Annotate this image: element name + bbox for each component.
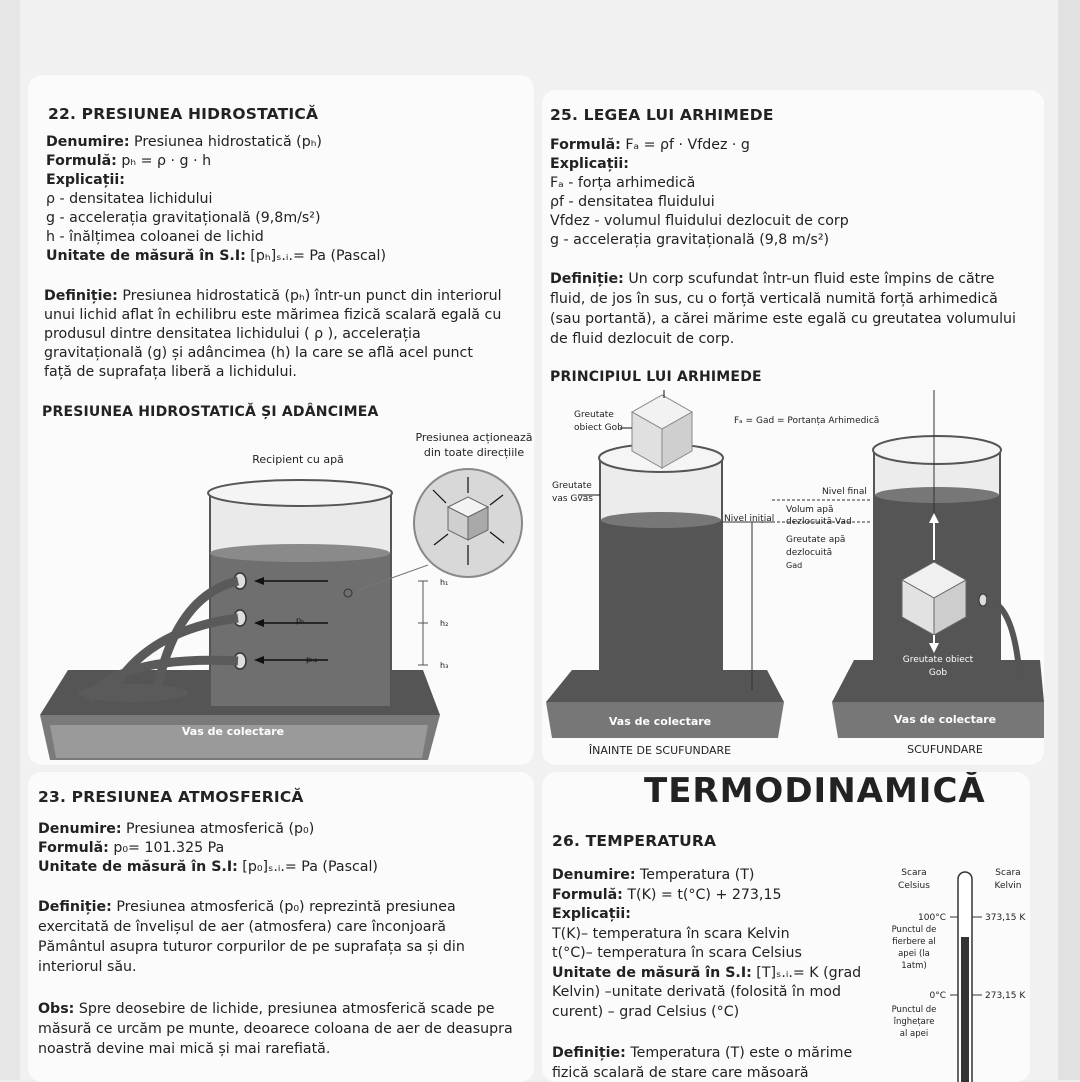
after-caption: SCUFUNDARE <box>907 743 983 756</box>
paragraph-line <box>38 958 137 977</box>
section-title: 26. TEMPERATURA <box>552 832 717 850</box>
info-line-label: Denumire: <box>552 867 636 883</box>
archimedes-figure <box>542 90 1044 765</box>
info-line-text: Fₐ - forța arhimedică <box>550 175 696 191</box>
figure-title: PRINCIPIUL LUI ARHIMEDE <box>550 369 762 385</box>
object-weight-line2: Gob <box>928 668 948 678</box>
info-line-text: Kelvin) –unitate derivată (folosită în mod <box>552 984 841 1000</box>
info-line <box>38 820 314 839</box>
paragraph-label: Definiție: <box>550 271 624 287</box>
paragraph-text: gravitațională (g) și adâncimea (h) la care se află acel punct <box>44 345 473 361</box>
initial-level-label: Nivel inițial <box>724 514 775 524</box>
info-line-text: Presiunea hidrostatică (pₕ) <box>129 134 322 150</box>
paragraph-line <box>38 1000 495 1019</box>
celsius-label-line2: Celsius <box>898 881 930 891</box>
info-line <box>552 983 841 1002</box>
panel-presiunea-hidrostatica <box>28 75 534 765</box>
info-line-label: Formulă: <box>550 137 621 153</box>
info-line-label: Unitate de măsură în S.I: <box>38 859 238 875</box>
paragraph-text: față de suprafața liberă a lichidului. <box>44 364 297 380</box>
info-line-text: ρ - densitatea lichidului <box>46 191 213 207</box>
info-line-text: Vfdez - volumul fluidului dezlocuit de corp <box>550 213 849 229</box>
info-line-label: Explicații: <box>46 172 125 188</box>
thermometer-figure <box>870 772 1030 1082</box>
h3-label: h₃ <box>440 661 449 670</box>
paragraph-text: unui lichid aflat în echilibru este mărimea fizică scalară egală cu <box>44 307 502 323</box>
displaced-weight-line1: Greutate apă <box>786 535 846 545</box>
left-page-edge <box>0 0 20 1080</box>
paragraph-text: Presiunea hidrostatică (pₕ) într-un punct din interiorul <box>117 288 502 304</box>
p1-label: pₕ <box>296 616 305 625</box>
panel-legea-lui-arhimede <box>542 90 1044 765</box>
paragraph-line <box>38 918 446 937</box>
paragraph-text: Pământul asupra tuturor corpurilor de pe suprafața sa și din <box>38 939 465 955</box>
info-line-text: [pₕ]ₛ.ᵢ.= Pa (Pascal) <box>245 248 386 264</box>
paragraph-text: interiorul său. <box>38 959 137 975</box>
paragraph-line <box>38 1020 513 1039</box>
info-line <box>552 886 782 905</box>
freeze-line3: al apei <box>899 1029 929 1039</box>
info-line <box>552 905 631 924</box>
p2-label: pₕ₂ <box>306 655 318 664</box>
paragraph-text: (sau portantă), a cărei mărime este egală cu greutatea volumului <box>550 311 1016 327</box>
section-title: 25. LEGEA LUI ARHIMEDE <box>550 106 774 124</box>
info-line-label: Denumire: <box>46 134 130 150</box>
paragraph-text: exercitată de învelișul de aer (atmosfera) care înconjoară <box>38 919 446 935</box>
panel-temperatura <box>542 772 1030 1082</box>
info-line-label: Formulă: <box>552 886 623 903</box>
k373-label: 373,15 K <box>985 913 1026 923</box>
info-line-text: pₕ = ρ · g · h <box>116 153 212 169</box>
info-line-text: ρf - densitatea fluidului <box>550 194 715 210</box>
paragraph-line <box>552 1064 809 1082</box>
figure-title: PRESIUNEA HIDROSTATICĂ ȘI ADÂNCIMEA <box>42 404 379 420</box>
info-line-text: g - accelerația gravitațională (9,8m/s²) <box>46 210 321 226</box>
info-line-text: curent) – grad Celsius (°C) <box>552 1003 740 1020</box>
paragraph-text: fluid, de jos în sus, cu o forță verticală numită forță arhimedică <box>550 291 998 307</box>
info-line-text: Temperatura (T) <box>635 867 755 883</box>
info-line <box>552 944 802 963</box>
hydrostatic-figure <box>28 75 534 765</box>
kelvin-label-line2: Kelvin <box>994 881 1022 891</box>
boil-line3: apei (la <box>898 949 930 959</box>
paragraph-label: Definiție: <box>38 899 112 915</box>
paragraph-label: Definiție: <box>44 288 118 304</box>
info-line <box>552 964 861 983</box>
info-line-label: Unitate de măsură în S.I: <box>552 964 752 981</box>
boil-line2: fierbere al <box>892 937 936 947</box>
section-title: 22. PRESIUNEA HIDROSTATICĂ <box>48 105 319 123</box>
paragraph-label: Obs: <box>38 1001 75 1017</box>
h2-label: h₂ <box>440 619 449 628</box>
info-line-text: T(K)– temperatura în scara Kelvin <box>552 925 790 942</box>
object-weight-line1: Greutate obiect <box>902 655 974 665</box>
info-line-label: Formulă: <box>38 840 109 856</box>
info-line <box>38 858 378 877</box>
paragraph-line <box>38 898 456 917</box>
info-line-text: [p₀]ₛ.ᵢ.= Pa (Pascal) <box>237 859 378 875</box>
paragraph-text: Presiunea atmosferică (p₀) reprezintă presiunea <box>111 899 456 915</box>
weight-vessel-line2: vas Gvas <box>552 494 593 504</box>
info-line-label: Denumire: <box>38 821 122 837</box>
h1-label: h₁ <box>440 578 449 587</box>
c0-label: 0°C <box>929 991 946 1001</box>
k273-label: 273,15 K <box>985 991 1026 1001</box>
paragraph-text: Un corp scufundat într-un fluid este împins de către <box>623 271 995 287</box>
weight-object-line2: obiect Gob <box>574 423 623 433</box>
info-line-label: Explicații: <box>552 906 631 922</box>
info-line-label: Unitate de măsură în S.I: <box>46 248 246 264</box>
info-line-text: T(K) = t(°C) + 273,15 <box>622 886 782 903</box>
paragraph-text: noastră devine mai mică și mai rarefiată. <box>38 1041 331 1057</box>
paragraph-text: fizică scalară de stare care măsoară <box>552 1065 809 1081</box>
info-line <box>552 925 790 944</box>
chapter-title: TERMODINAMICĂ <box>644 772 986 811</box>
paragraph-text: Spre deosebire de lichide, presiunea atmosferică scade pe <box>74 1001 495 1017</box>
paragraph-text: măsură ce urcăm pe munte, deoarece coloana de aer de deasupra <box>38 1021 513 1037</box>
info-line-text: Presiunea atmosferică (p₀) <box>121 821 315 837</box>
final-level-label: Nivel final <box>822 487 867 497</box>
section-title: 23. PRESIUNEA ATMOSFERICĂ <box>38 788 304 806</box>
weight-vessel-line1: Greutate <box>552 481 592 491</box>
boil-line1: Punctul de <box>891 925 937 935</box>
paragraph-line <box>38 938 465 957</box>
info-line <box>552 866 754 885</box>
recipient-label: Recipient cu apă <box>252 453 344 466</box>
displaced-weight-line2: dezlocuită <box>786 548 833 558</box>
paragraph-label: Definiție: <box>552 1045 626 1061</box>
paragraph-line <box>552 1044 852 1063</box>
info-line-text: t(°C)– temperatura în scara Celsius <box>552 945 802 961</box>
info-line-text: g - accelerația gravitațională (9,8 m/s²) <box>550 232 830 248</box>
collector-label-before: Vas de colectare <box>608 715 712 728</box>
right-page-edge <box>1058 0 1080 1080</box>
freeze-line1: Punctul de <box>891 1005 937 1015</box>
info-line-text: p₀= 101.325 Pa <box>108 840 225 856</box>
displaced-volume-line1: Volum apă <box>786 505 834 515</box>
paragraph-text: de fluid dezlocuit de corp. <box>550 331 735 347</box>
collector-label-after: Vas de colectare <box>893 713 997 726</box>
kelvin-label-line1: Scara <box>995 868 1021 878</box>
displaced-volume-line2: dezlocuită Vad <box>786 517 852 527</box>
panel-presiunea-atmosferica <box>28 772 534 1082</box>
paragraph-text: Temperatura (T) este o mărime <box>625 1045 853 1061</box>
info-line <box>38 839 224 858</box>
info-line-text: [T]ₛ.ᵢ.= K (grad <box>751 964 862 981</box>
paragraph-line <box>38 1040 330 1059</box>
celsius-label-line1: Scara <box>901 868 927 878</box>
boil-line4: 1atm) <box>901 961 927 971</box>
before-caption: ÎNAINTE DE SCUFUNDARE <box>588 744 732 757</box>
info-line-label: Formulă: <box>46 153 117 169</box>
pressure-note-line1: Presiunea acționează <box>415 431 533 444</box>
info-line <box>552 1003 739 1022</box>
pressure-note-line2: din toate direcțiile <box>423 446 525 459</box>
weight-object-line1: Greutate <box>574 410 614 420</box>
c100-label: 100°C <box>918 913 946 923</box>
displaced-weight-line3: Gad <box>786 561 803 570</box>
collector-label: Vas de colectare <box>181 725 285 738</box>
info-line-label: Explicații: <box>550 156 629 172</box>
info-line-text: Fₐ = ρf · Vfdez · g <box>620 137 750 153</box>
freeze-line2: înghețare <box>893 1017 935 1027</box>
buoyancy-formula-label: Fₐ = Gad = Portanța Arhimedică <box>734 416 880 426</box>
info-line-text: h - înălțimea coloanei de lichid <box>46 229 264 245</box>
paragraph-text: produsul dintre densitatea lichidului ( ρ ), accelerația <box>44 326 421 342</box>
